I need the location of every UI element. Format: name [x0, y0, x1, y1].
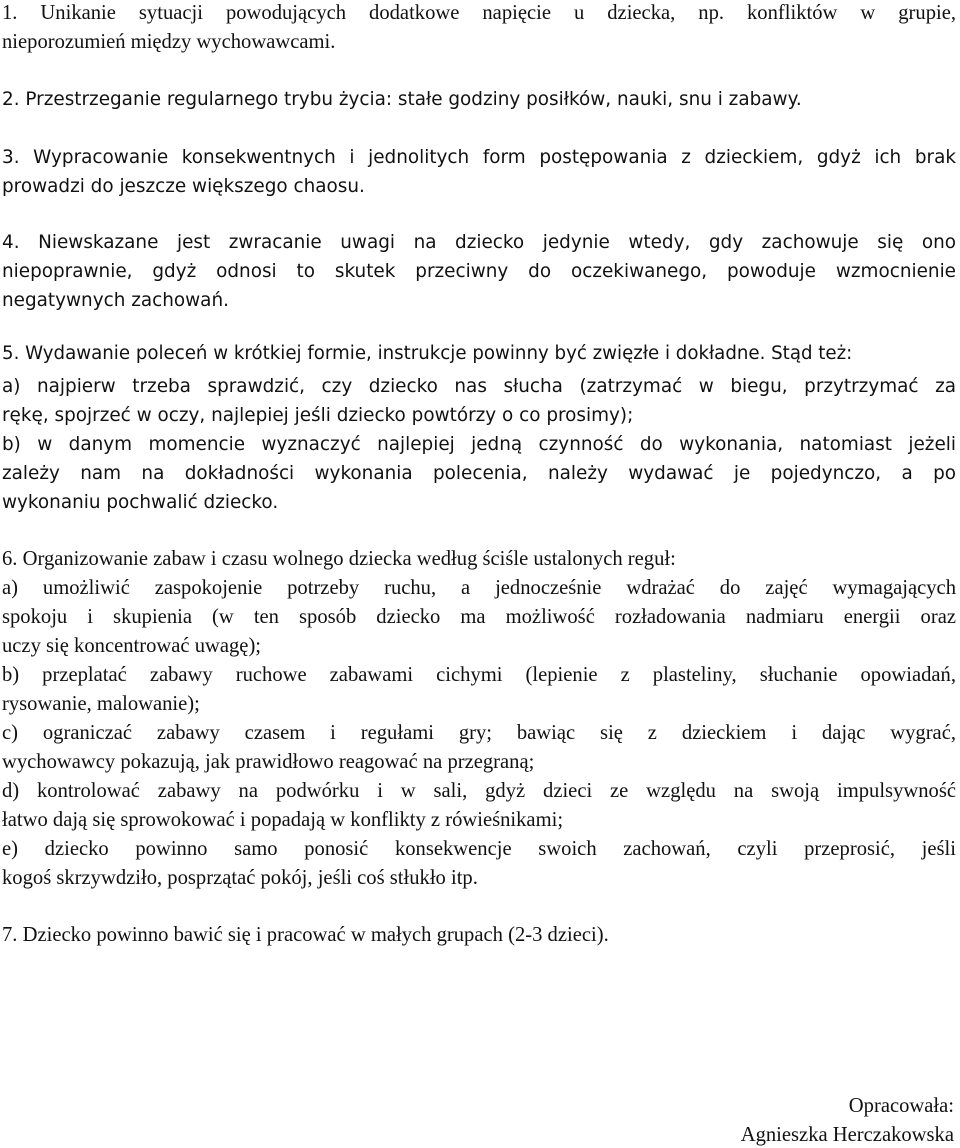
signature-author: Agnieszka Herczakowska [740, 1124, 954, 1146]
item-1-line-1: 1. Unikanie sytuacji powodujących dodatkowe napięcie u dziecka, np. konfliktów w grupie, [2, 2, 956, 24]
item-4-line-1: 4. Niewskazane jest zwracanie uwagi na dziecko jedynie wtedy, gdy zachowuje się ono [2, 232, 956, 253]
item-6-line-5: b) przeplatać zabawy ruchowe zabawami cichymi (lepienie z plasteliny, słuchanie opowiadań, [2, 664, 956, 686]
item-6-line-11: e) dziecko powinno samo ponosić konsekwencje swoich zachowań, czyli przeprosić, jeśli [2, 838, 956, 860]
item-5-line-5: zależy nam na dokładności wykonania polecenia, należy wydawać je pojedynczo, a po [2, 463, 956, 484]
item-4-line-3: negatywnych zachowań. [2, 290, 229, 311]
item-3-line-1: 3. Wypracowanie konsekwentnych i jednolitych form postępowania z dzieckiem, gdyż ich brak [2, 147, 956, 168]
item-1-line-2: nieporozumień między wychowawcami. [2, 31, 336, 53]
item-6-line-4: uczy się koncentrować uwagę); [2, 635, 262, 657]
item-5-line-2: a) najpierw trzeba sprawdzić, czy dziecko nas słucha (zatrzymać w biegu, przytrzymać za [2, 376, 956, 397]
item-3-line-2: prowadzi do jeszcze większego chaosu. [2, 176, 365, 197]
item-6-line-6: rysowanie, malowanie); [2, 693, 200, 715]
item-6-line-2: a) umożliwić zaspokojenie potrzeby ruchu, a jednocześnie wdrażać do zajęć wymagających [2, 577, 956, 599]
item-6-line-9: d) kontrolować zabawy na podwórku i w sali, gdyż dzieci ze względu na swoją impulsywność [2, 780, 956, 802]
item-6-line-1: 6. Organizowanie zabaw i czasu wolnego dziecka według ściśle ustalonych reguł: [2, 548, 676, 570]
item-6-line-12: kogoś skrzywdziło, posprzątać pokój, jeśli coś stłukło itp. [2, 867, 478, 889]
item-6-line-7: c) ograniczać zabawy czasem i regułami gry; bawiąc się z dzieckiem i dając wygrać, [2, 722, 956, 744]
item-2-line-1: 2. Przestrzeganie regularnego trybu życia: stałe godziny posiłków, nauki, snu i zabawy. [2, 89, 802, 110]
item-5-line-3: rękę, spojrzeć w oczy, najlepiej jeśli dziecko powtórzy o co prosimy); [2, 405, 634, 426]
item-5-line-1: 5. Wydawanie poleceń w krótkiej formie, instrukcje powinny być zwięzłe i dokładne. Stąd też: [2, 343, 853, 364]
item-6-line-10: łatwo dają się sprowokować i popadają w konflikty z rówieśnikami; [2, 809, 564, 831]
item-5-line-4: b) w danym momencie wyznaczyć najlepiej jedną czynność do wykonania, natomiast jeżeli [2, 434, 956, 455]
signature-label: Opracowała: [848, 1095, 954, 1117]
item-5-line-6: wykonaniu pochwalić dziecko. [2, 492, 279, 513]
item-4-line-2: niepoprawnie, gdyż odnosi to skutek przeciwny do oczekiwanego, powoduje wzmocnienie [2, 261, 956, 282]
item-6-line-3: spokoju i skupienia (w ten sposób dziecko ma możliwość rozładowania nadmiaru energii oraz [2, 606, 956, 628]
item-6-line-8: wychowawcy pokazują, jak prawidłowo reagować na przegraną; [2, 751, 535, 773]
item-7-line-1: 7. Dziecko powinno bawić się i pracować w małych grupach (2-3 dzieci). [2, 924, 609, 946]
